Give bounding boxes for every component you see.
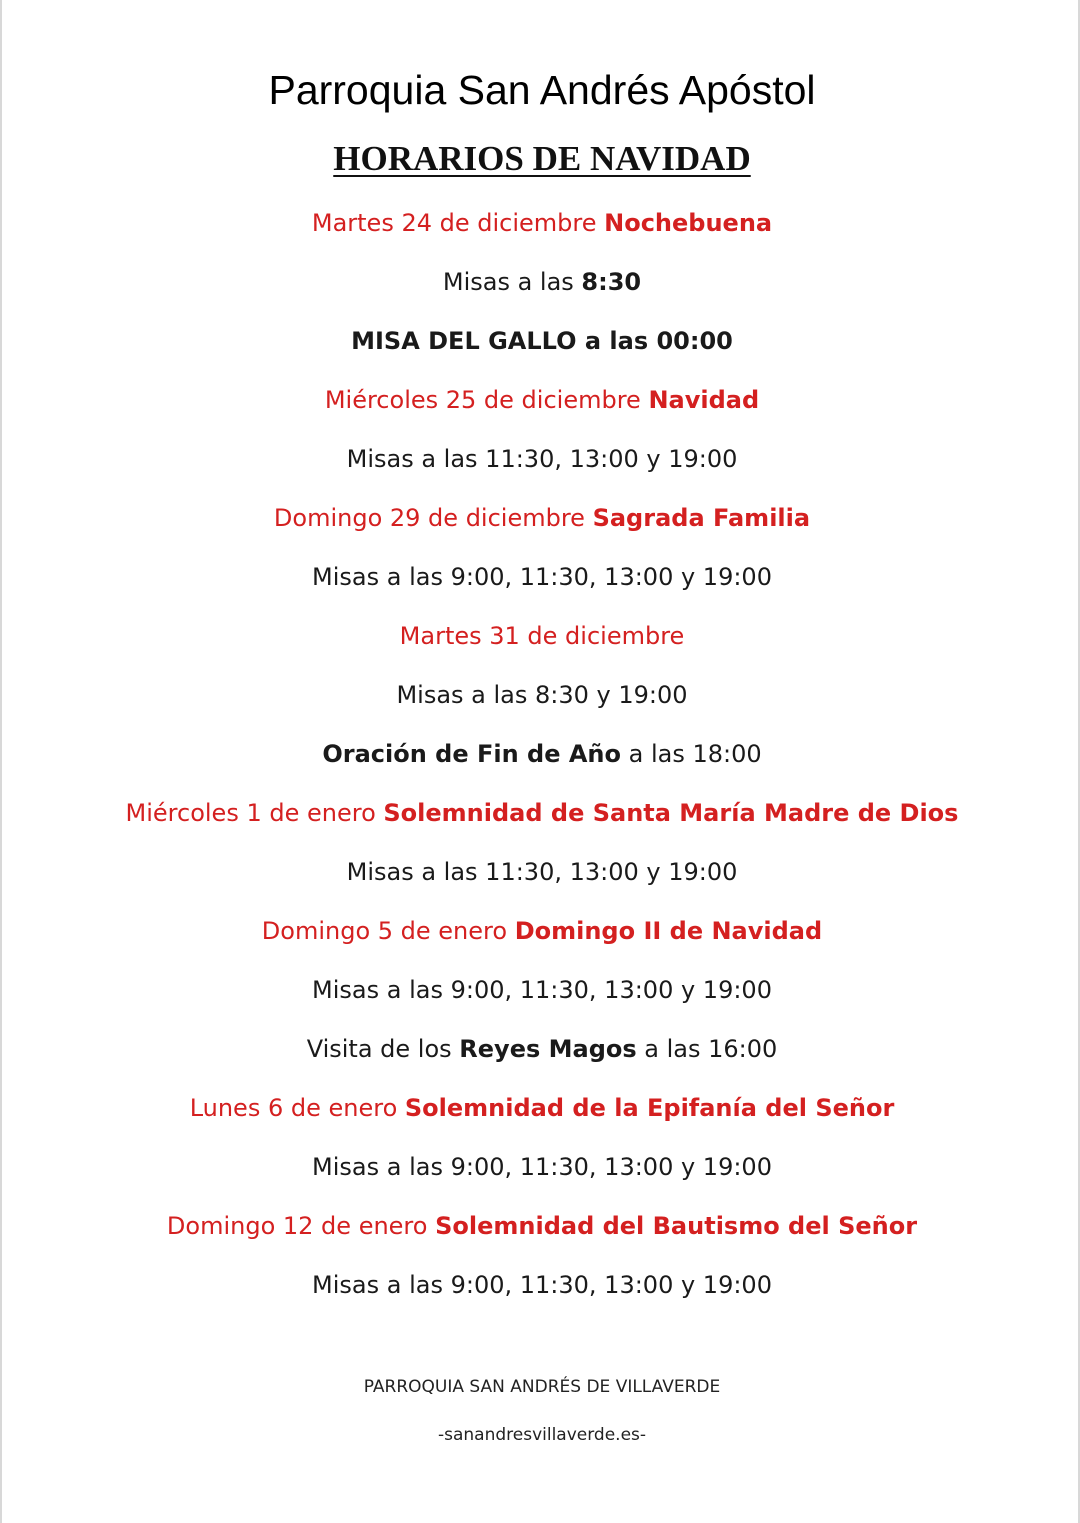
schedule-text: Misas a las 8:30 y 19:00 xyxy=(396,681,688,709)
schedule-line xyxy=(2,194,1080,253)
schedule-text: Martes 31 de diciembre xyxy=(399,622,685,650)
schedule-text: Martes 24 de diciembre xyxy=(311,209,605,237)
schedule-line xyxy=(2,1079,1080,1138)
schedule-text-bold: Sagrada Familia xyxy=(592,504,811,532)
schedule-text-bold: Domingo II de Navidad xyxy=(514,917,823,945)
schedule-text: Misas a las 9:00, 11:30, 13:00 y 19:00 xyxy=(312,1153,772,1181)
schedule-text: Misas a las 9:00, 11:30, 13:00 y 19:00 xyxy=(312,1271,772,1299)
schedule-text: Misas a las xyxy=(442,268,582,296)
schedule-text: a las 16:00 xyxy=(636,1035,778,1063)
schedule-text: Lunes 6 de enero xyxy=(189,1094,405,1122)
schedule-text-bold: 8:30 xyxy=(581,268,642,296)
footer-website: -sanandresvillaverde.es- xyxy=(437,1425,647,1445)
schedule-text: Miércoles 25 de diciembre xyxy=(324,386,649,414)
schedule-line xyxy=(2,1197,1080,1256)
schedule-text: a las 18:00 xyxy=(621,740,762,768)
schedule-line xyxy=(2,843,1080,902)
schedule-text-bold: Nochebuena xyxy=(604,209,773,237)
page-title: Parroquia San Andrés Apóstol xyxy=(268,67,816,113)
schedule-line xyxy=(2,666,1080,725)
schedule-text: Misas a las 11:30, 13:00 y 19:00 xyxy=(346,858,738,886)
schedule-line xyxy=(2,312,1080,371)
schedule-text-bold: Solemnidad del Bautismo del Señor xyxy=(435,1212,918,1240)
schedule-line xyxy=(2,371,1080,430)
schedule-line xyxy=(2,1256,1080,1315)
schedule-text-bold: Navidad xyxy=(648,386,760,414)
schedule-line xyxy=(2,489,1080,548)
schedule-text: Misas a las 9:00, 11:30, 13:00 y 19:00 xyxy=(312,976,772,1004)
schedule-line xyxy=(2,548,1080,607)
schedule-text-bold: Solemnidad de la Epifanía del Señor xyxy=(404,1094,895,1122)
schedule-text: Misas a las 11:30, 13:00 y 19:00 xyxy=(346,445,738,473)
schedule-text-bold: Reyes Magos xyxy=(459,1035,637,1063)
schedule-line xyxy=(2,961,1080,1020)
schedule-line xyxy=(2,253,1080,312)
subtitle-text: HORARIOS DE NAVIDAD xyxy=(333,139,751,178)
schedule-list xyxy=(2,194,1080,1315)
page-subtitle xyxy=(2,136,1080,182)
schedule-text: Domingo 29 de diciembre xyxy=(273,504,593,532)
schedule-text-bold: MISA DEL GALLO a las 00:00 xyxy=(351,327,733,355)
schedule-text-bold: Solemnidad de Santa María Madre de Dios xyxy=(383,799,959,827)
schedule-line xyxy=(2,607,1080,666)
footer-parish-name: PARROQUIA SAN ANDRÉS DE VILLAVERDE xyxy=(363,1377,721,1397)
schedule-line xyxy=(2,1138,1080,1197)
schedule-line xyxy=(2,1020,1080,1079)
schedule-text: Domingo 5 de enero xyxy=(261,917,515,945)
schedule-line xyxy=(2,725,1080,784)
schedule-text: Domingo 12 de enero xyxy=(166,1212,436,1240)
schedule-line xyxy=(2,902,1080,961)
schedule-text: Misas a las 9:00, 11:30, 13:00 y 19:00 xyxy=(312,563,772,591)
schedule-text: Miércoles 1 de enero xyxy=(125,799,384,827)
schedule-text: Visita de los xyxy=(306,1035,460,1063)
schedule-line xyxy=(2,784,1080,843)
schedule-text-bold: Oración de Fin de Año xyxy=(322,740,621,768)
schedule-line xyxy=(2,430,1080,489)
